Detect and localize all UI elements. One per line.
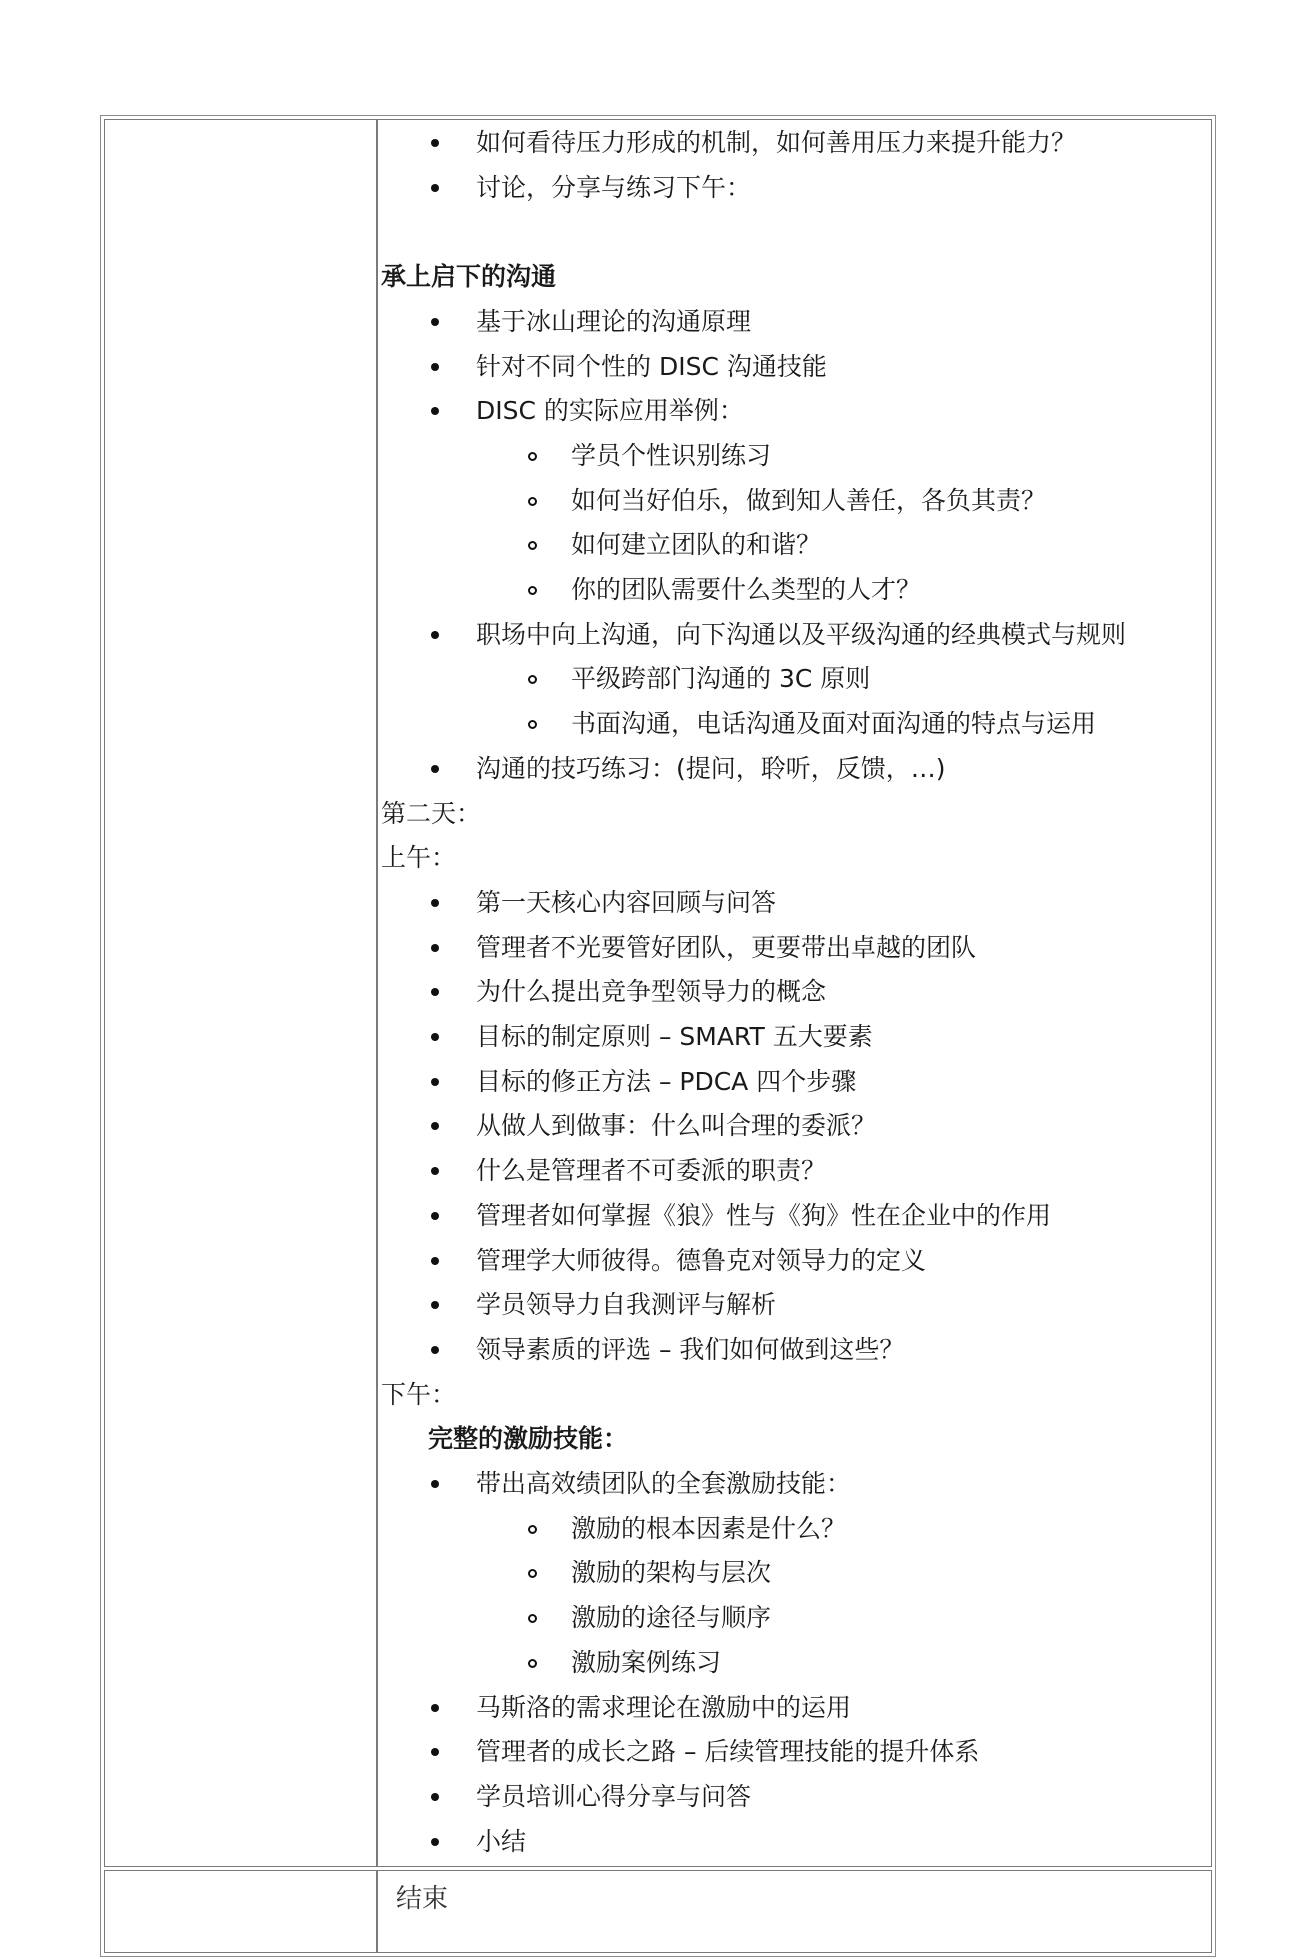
line-text: 如何看待压力形成的机制，如何善用压力来提升能力？ (476, 128, 1077, 157)
list-item (378, 1059, 1211, 1104)
section-subheading (378, 1416, 1211, 1461)
list-item (378, 1595, 1211, 1640)
list-item (378, 656, 1211, 701)
line-text: 学员领导力自我测评与解析 (476, 1290, 777, 1320)
bullet-icon (431, 1033, 439, 1041)
list-item (378, 388, 1211, 433)
left-cell-empty (104, 119, 377, 1867)
bullet-icon (431, 988, 439, 996)
list-item (378, 746, 1211, 791)
list-item (378, 1819, 1211, 1864)
list-item (378, 1103, 1211, 1148)
line-text: 从做人到做事：什么叫合理的委派？ (476, 1111, 877, 1141)
circle-bullet-icon (528, 720, 537, 729)
circle-bullet-icon (528, 1569, 537, 1578)
bullet-icon (431, 1748, 439, 1756)
list-item (378, 1729, 1211, 1774)
circle-bullet-icon (528, 675, 537, 684)
line-text: 下午： (381, 1379, 457, 1409)
line-text: 为什么提出竞争型领导力的概念 (476, 977, 827, 1007)
section-heading (378, 254, 1211, 299)
list-item (378, 1506, 1211, 1551)
line-text: 沟通的技巧练习：(提问，聆听，反馈，…) (476, 753, 946, 783)
bullet-icon (431, 631, 439, 639)
list-item (378, 880, 1211, 925)
bullet-icon (431, 899, 439, 907)
text-line (378, 1372, 1211, 1417)
list-item (378, 120, 1211, 165)
line-text: 学员培训心得分享与问答 (476, 1781, 752, 1811)
list-item (378, 1148, 1211, 1193)
bullet-icon (431, 1212, 439, 1220)
list-item (378, 1774, 1211, 1819)
line-text: 管理者如何掌握《狼》性与《狗》性在企业中的作用 (476, 1200, 1052, 1230)
bullet-icon (431, 139, 439, 147)
list-item (378, 1685, 1211, 1730)
text-line (378, 791, 1211, 836)
circle-bullet-icon (528, 452, 537, 461)
outline-table (100, 115, 1216, 1957)
bullet-icon (431, 1480, 439, 1488)
bullet-icon (431, 363, 439, 371)
line-text: 领导素质的评选 – 我们如何做到这些？ (476, 1334, 905, 1364)
circle-bullet-icon (528, 541, 537, 550)
list-item (378, 612, 1211, 657)
list-item (378, 1327, 1211, 1372)
line-text: 管理者的成长之路 – 后续管理技能的提升体系 (476, 1737, 980, 1767)
bullet-icon (431, 1122, 439, 1130)
bullet-icon (431, 407, 439, 415)
circle-bullet-icon (528, 1525, 537, 1534)
bullet-icon (431, 318, 439, 326)
circle-bullet-icon (528, 586, 537, 595)
list-item (378, 1640, 1211, 1685)
circle-bullet-icon (528, 1614, 537, 1623)
bullet-icon (431, 1704, 439, 1712)
bullet-icon (431, 1167, 439, 1175)
line-text: 职场中向上沟通，向下沟通以及平级沟通的经典模式与规则 (476, 619, 1127, 649)
list-item (378, 1014, 1211, 1059)
text-line (378, 835, 1211, 880)
line-text: 小结 (476, 1826, 527, 1856)
circle-bullet-icon (528, 1659, 537, 1668)
list-item (378, 925, 1211, 970)
line-text: 承上启下的沟通 (381, 262, 557, 292)
line-text: 如何建立团队的和谐？ (571, 530, 822, 560)
footer-cell (377, 1870, 1212, 1953)
list-item (378, 299, 1211, 344)
line-text: 管理者不光要管好团队，更要带出卓越的团队 (476, 932, 977, 962)
bullet-icon (431, 765, 439, 773)
line-text: 管理学大师彼得。德鲁克对领导力的定义 (476, 1245, 927, 1275)
line-text: 目标的修正方法 – PDCA 四个步骤 (476, 1066, 857, 1096)
circle-bullet-icon (528, 497, 537, 506)
left-cell-footer-empty (104, 1870, 377, 1953)
line-text: 第一天核心内容回顾与问答 (476, 887, 777, 917)
content-cell (377, 119, 1212, 1867)
list-item (378, 1550, 1211, 1595)
list-item (378, 433, 1211, 478)
line-text: 书面沟通，电话沟通及面对面沟通的特点与运用 (571, 709, 1097, 739)
list-item (378, 969, 1211, 1014)
list-item (378, 165, 1211, 210)
bullet-icon (431, 1793, 439, 1801)
bullet-icon (431, 1078, 439, 1086)
list-item (378, 1238, 1211, 1283)
list-item (378, 344, 1211, 389)
line-text: DISC 的实际应用举例： (476, 396, 744, 426)
list-item (378, 567, 1211, 612)
bullet-icon (431, 1838, 439, 1846)
line-text: 激励案例练习 (571, 1647, 722, 1677)
bullet-icon (431, 1257, 439, 1265)
list-item (378, 478, 1211, 523)
bullet-icon (431, 944, 439, 952)
line-text: 平级跨部门沟通的 3C 原则 (571, 664, 871, 694)
line-text: 基于冰山理论的沟通原理 (476, 306, 752, 336)
list-item (378, 1193, 1211, 1238)
list-item (378, 1282, 1211, 1327)
line-text: 学员个性识别练习 (571, 440, 772, 470)
line-text: 激励的架构与层次 (571, 1558, 772, 1588)
list-item (378, 701, 1211, 746)
list-item (378, 522, 1211, 567)
line-text: 第二天： (381, 798, 482, 828)
list-item (378, 1461, 1211, 1506)
line-text: 完整的激励技能： (428, 1424, 629, 1454)
line-text: 你的团队需要什么类型的人才？ (571, 575, 922, 604)
line-text: 带出高效绩团队的全套激励技能： (476, 1469, 852, 1498)
line-text: 讨论，分享与练习下午： (476, 172, 752, 202)
blank-line (378, 209, 1211, 254)
table-frame (104, 119, 1212, 1953)
bullet-icon (431, 1346, 439, 1354)
line-text: 马斯洛的需求理论在激励中的运用 (476, 1692, 852, 1722)
line-text: 什么是管理者不可委派的职责？ (476, 1156, 827, 1186)
end-label: 结束 (396, 1884, 449, 1914)
line-text: 如何当好伯乐，做到知人善任，各负其责？ (571, 485, 1047, 515)
line-text: 目标的制定原则 – SMART 五大要素 (476, 1022, 873, 1051)
line-text: 激励的根本因素是什么？ (571, 1513, 847, 1543)
bullet-icon (431, 1301, 439, 1309)
bullet-icon (431, 184, 439, 192)
line-text: 激励的途径与顺序 (571, 1603, 772, 1633)
line-text: 针对不同个性的 DISC 沟通技能 (476, 351, 827, 381)
line-text: 上午： (381, 843, 457, 873)
